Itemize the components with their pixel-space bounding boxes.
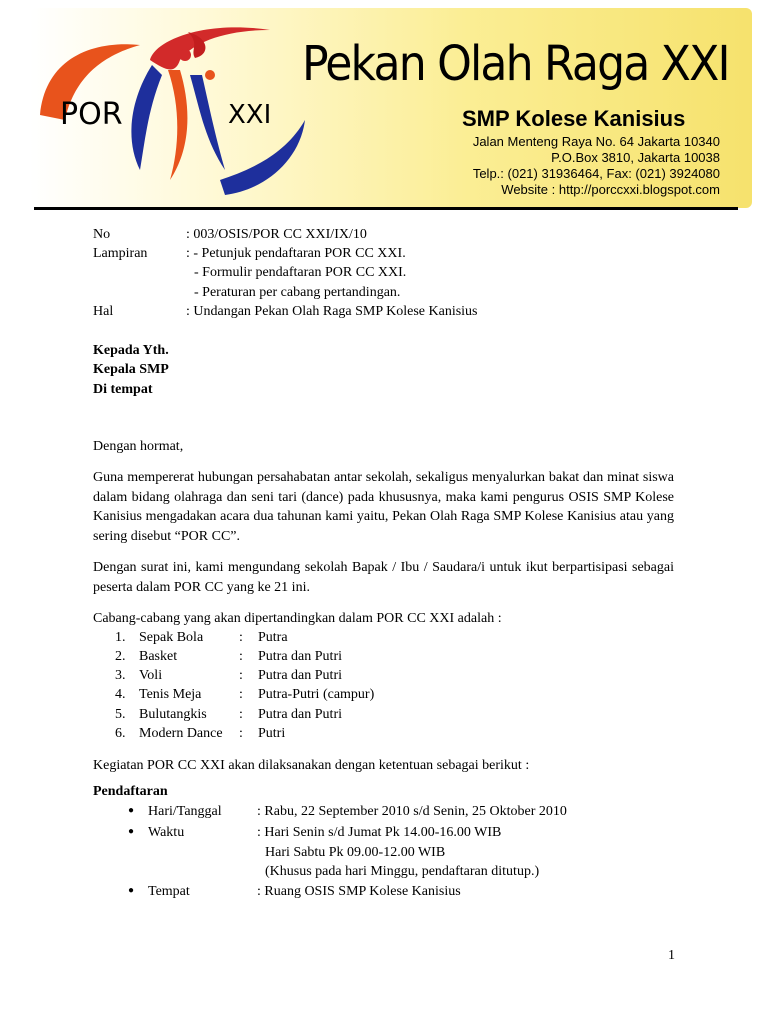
sport-name: Modern Dance xyxy=(139,726,223,741)
sport-separator: : xyxy=(239,649,243,664)
sport-category: Putra dan Putri xyxy=(258,649,342,664)
address-line: Jalan Menteng Raya No. 64 Jakarta 10340 xyxy=(472,134,720,149)
tempat-value: : Ruang OSIS SMP Kolese Kanisius xyxy=(257,884,461,899)
sport-name: Voli xyxy=(139,668,163,683)
lampiran-item: : - Petunjuk pendaftaran POR CC XXI. xyxy=(186,246,406,261)
sport-category: Putra dan Putri xyxy=(258,707,342,722)
bullet-icon: ● xyxy=(128,885,135,896)
lampiran-item: - Formulir pendaftaran POR CC XXI. xyxy=(194,265,407,280)
body-paragraph: Dengan surat ini, kami mengundang sekolah Bapak / Ibu / Saudara/i untuk ikut berpartisipasi sebagai peserta dalam POR CC yang ke 21 ini. xyxy=(93,560,674,595)
bullet-icon: ● xyxy=(128,805,135,816)
logo-por-text: POR xyxy=(60,97,123,132)
sport-category: Putra-Putri (campur) xyxy=(258,687,375,702)
sport-category: Putra dan Putri xyxy=(258,668,342,683)
header-divider xyxy=(34,207,738,210)
list-item-number: 2. xyxy=(115,649,126,664)
list-item-number: 6. xyxy=(115,726,126,741)
lampiran-item: - Peraturan per cabang pertandingan. xyxy=(194,285,401,300)
activity-intro: Kegiatan POR CC XXI akan dilaksanakan dengan ketentuan sebagai berikut : xyxy=(93,758,530,773)
waktu-value: : Hari Senin s/d Jumat Pk 14.00-16.00 WIB xyxy=(257,825,502,840)
registration-heading: Pendaftaran xyxy=(93,784,168,799)
sports-intro: Cabang-cabang yang akan dipertandingkan dalam POR CC XXI adalah : xyxy=(93,611,502,626)
waktu-label: Waktu xyxy=(148,825,185,840)
tempat-label: Tempat xyxy=(148,884,190,899)
list-item-number: 1. xyxy=(115,630,126,645)
sport-name: Tenis Meja xyxy=(139,687,202,702)
sport-category: Putra xyxy=(258,630,288,645)
salutation: Dengan hormat, xyxy=(93,439,184,454)
phone-line: Telp.: (021) 31936464, Fax: (021) 3924080 xyxy=(472,166,720,181)
sport-separator: : xyxy=(239,726,243,741)
page-number: 1 xyxy=(668,948,675,963)
sport-name: Basket xyxy=(139,649,178,664)
list-item-number: 5. xyxy=(115,707,126,722)
recipient-line: Di tempat xyxy=(93,382,153,397)
hari-label: Hari/Tanggal xyxy=(148,804,222,819)
body-paragraph: Guna mempererat hubungan persahabatan antar sekolah, sekaligus menyalurkan bakat dan minat siswa dalam bidang olahraga dan seni tari (dance) pada khususnya, maka kami pengurus OSIS SMP Kolese Kanisius mengadakan acara dua tahunan kami yaitu, Pekan Olah Raga SMP Kolese Kanisius atau yang sering disebut “POR CC”. xyxy=(93,470,674,544)
sport-separator: : xyxy=(239,668,243,683)
school-name: SMP Kolese Kanisius xyxy=(462,106,686,131)
hal-value: : Undangan Pekan Olah Raga SMP Kolese Kanisius xyxy=(186,304,478,319)
event-title: Pekan Olah Raga XXI xyxy=(302,36,729,92)
sport-category: Putri xyxy=(258,726,286,741)
sport-separator: : xyxy=(239,707,243,722)
logo-xxi-text: XXI xyxy=(228,100,272,130)
lampiran-label: Lampiran xyxy=(93,246,148,261)
no-value: : 003/OSIS/POR CC XXI/IX/10 xyxy=(186,227,367,242)
recipient-line: Kepala SMP xyxy=(93,362,169,377)
waktu-value: Hari Sabtu Pk 09.00-12.00 WIB xyxy=(265,845,446,860)
list-item-number: 3. xyxy=(115,668,126,683)
sport-name: Bulutangkis xyxy=(139,707,207,722)
sport-separator: : xyxy=(239,630,243,645)
website-line: Website : http://porccxxi.blogspot.com xyxy=(501,182,720,197)
recipient-line: Kepada Yth. xyxy=(93,343,169,358)
pobox-line: P.O.Box 3810, Jakarta 10038 xyxy=(551,150,720,165)
list-item-number: 4. xyxy=(115,687,126,702)
letterhead xyxy=(0,0,768,215)
sport-name: Sepak Bola xyxy=(139,630,204,645)
hari-value: : Rabu, 22 September 2010 s/d Senin, 25 Oktober 2010 xyxy=(257,804,567,819)
sport-separator: : xyxy=(239,687,243,702)
bullet-icon: ● xyxy=(128,826,135,837)
hal-label: Hal xyxy=(93,304,114,319)
waktu-note: (Khusus pada hari Minggu, pendaftaran ditutup.) xyxy=(265,864,540,879)
no-label: No xyxy=(93,227,111,242)
